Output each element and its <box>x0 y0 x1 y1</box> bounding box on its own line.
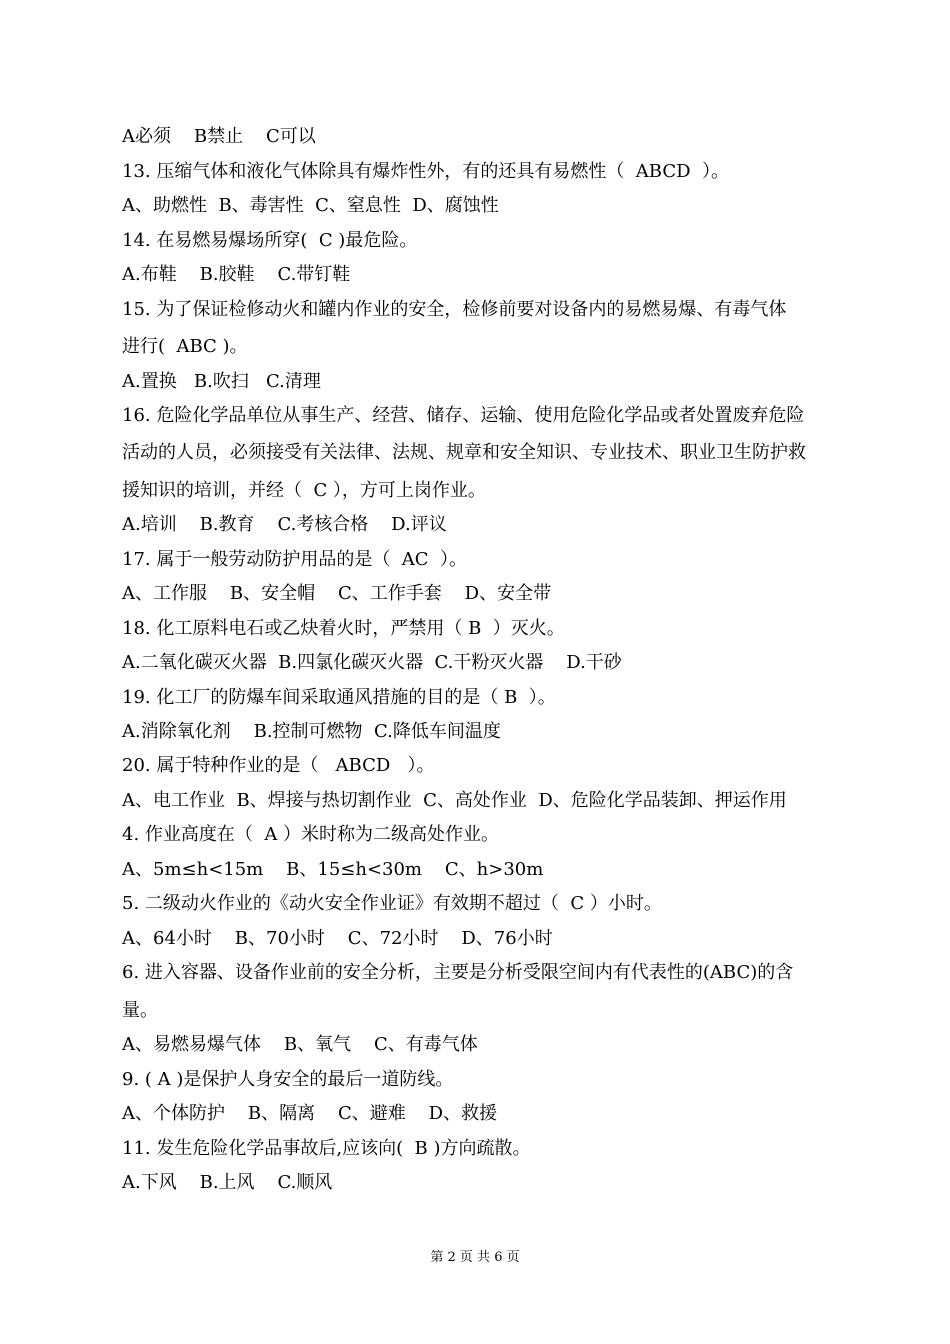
text-line: 11. 发生危险化学品事故后,应该向( B )方向疏散。 <box>122 1138 531 1159</box>
text-line: 14. 在易燃易爆场所穿( C )最危险。 <box>122 230 418 251</box>
text-line: 20. 属于特种作业的是（ ABCD ）。 <box>122 755 435 776</box>
text-line: 量。 <box>122 1000 158 1021</box>
text-line: 4. 作业高度在（ A ）米时称为二级高处作业。 <box>122 824 500 845</box>
text-line: 18. 化工原料电石或乙炔着火时，严禁用（ B ）灭火。 <box>122 618 565 639</box>
text-line: A、个体防护 B、隔离 C、避难 D、救援 <box>122 1103 498 1124</box>
text-line: A必须 B禁止 C可以 <box>122 126 316 147</box>
text-line: 13. 压缩气体和液化气体除具有爆炸性外，有的还具有易燃性（ ABCD ）。 <box>122 161 729 182</box>
text-line: A、助燃性 B、毒害性 C、窒息性 D、腐蚀性 <box>122 195 499 216</box>
text-line: 19. 化工厂的防爆车间采取通风措施的目的是（ B ）。 <box>122 687 556 708</box>
text-line: A.消除氧化剂 B.控制可燃物 C.降低车间温度 <box>122 721 501 742</box>
page-footer: 第 2 页 共 6 页 <box>430 1250 520 1265</box>
text-line: A、易燃易爆气体 B、氧气 C、有毒气体 <box>122 1034 478 1055</box>
text-line: A、工作服 B、安全帽 C、工作手套 D、安全带 <box>122 583 552 604</box>
text-line: 活动的人员，必须接受有关法律、法规、规章和安全知识、专业技术、职业卫生防护救 <box>122 442 806 463</box>
text-line: A.下风 B.上风 C.顺风 <box>122 1172 333 1193</box>
text-line: A、电工作业 B、焊接与热切割作业 C、高处作业 D、危险化学品装卸、押运作用 <box>122 790 787 811</box>
text-line: A、5m≤h<15m B、15≤h<30m C、h>30m <box>122 859 544 880</box>
text-line: 9. ( A )是保护人身安全的最后一道防线。 <box>122 1069 454 1090</box>
text-line: A、64小时 B、70小时 C、72小时 D、76小时 <box>122 928 553 949</box>
text-line: 17. 属于一般劳动防护用品的是（ AC ）。 <box>122 549 468 570</box>
text-line: 进行( ABC )。 <box>122 336 248 357</box>
text-line: 16. 危险化学品单位从事生产、经营、储存、运输、使用危险化学品或者处置废弃危险 <box>122 405 805 426</box>
text-line: A.二氧化碳灭火器 B.四氯化碳灭火器 C.干粉灭火器 D.干砂 <box>122 652 622 673</box>
text-line: A.布鞋 B.胶鞋 C.带钉鞋 <box>122 264 351 285</box>
text-line: A.置换 B.吹扫 C.清理 <box>122 371 321 392</box>
text-line: 15. 为了保证检修动火和罐内作业的安全，检修前要对设备内的易燃易爆、有毒气体 <box>122 299 787 320</box>
text-line: 5. 二级动火作业的《动火安全作业证》有效期不超过（ C ）小时。 <box>122 893 662 914</box>
text-line: A.培训 B.教育 C.考核合格 D.评议 <box>122 514 447 535</box>
text-line: 6. 进入容器、设备作业前的安全分析，主要是分析受限空间内有代表性的(ABC)的含 <box>122 962 794 983</box>
text-line: 援知识的培训，并经（ C ），方可上岗作业。 <box>122 480 486 501</box>
